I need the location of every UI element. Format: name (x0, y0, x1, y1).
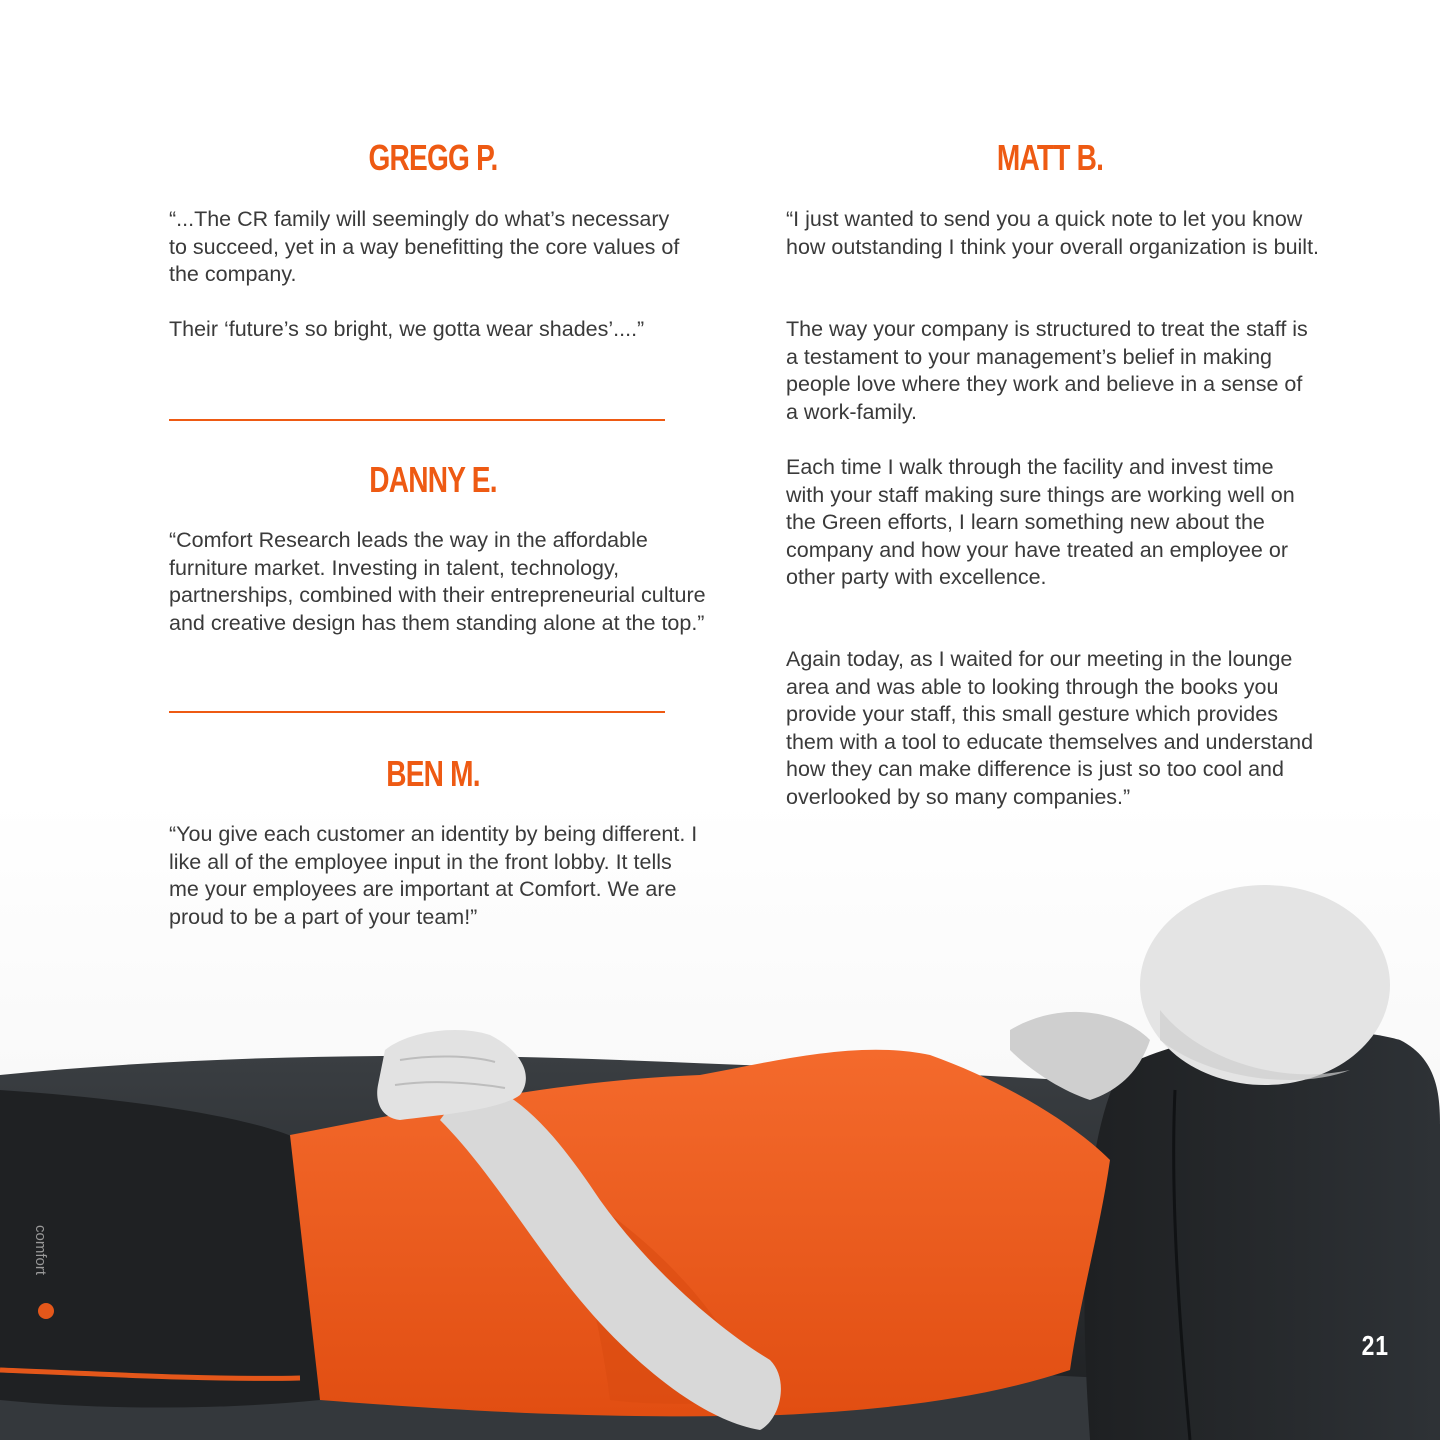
sofa-pillow (1084, 1030, 1440, 1440)
testimonial-quote-ben: “You give each customer an identity by being different. I like all of the employee input in the front lobby. It tells me your employees are important at Comfort. We are proud to be a part of your team!” (169, 822, 698, 929)
testimonial-quote-matt-2: The way your company is structured to treat the staff is a testament to your management’s belief in making people love where they work and believe in a sense of a work-family. (786, 317, 1308, 424)
testimonial-quote-danny: “Comfort Research leads the way in the affordable furniture market. Investing in talent, technology, partnerships, combined with their entrepreneurial culture and creative design has them standing alone at the top.” (169, 528, 706, 635)
divider-2 (169, 711, 665, 713)
testimonial-quote-gregg-2: Their ‘future’s so bright, we gotta wear shades’....” (169, 317, 645, 341)
testimonial-quote-gregg-1: “...The CR family will seemingly do what’s necessary to succeed, yet in a way benefitting the core values of the company. (169, 207, 680, 286)
testimonial-name-ben: BEN M. (386, 753, 480, 794)
testimonial-quote-matt-4: Again today, as I waited for our meeting in the lounge area and was able to looking through the books you provide your staff, this small gesture which provides them with a tool to educate themselves and understand how they can make difference is just so too cool and overlooked by so many companies.” (786, 647, 1314, 809)
testimonial-quote-matt-3: Each time I walk through the facility and invest time with your staff making sure things are working well on the Green efforts, I learn something new about the company and how your have treated an employee or other party with excellence. (786, 455, 1295, 589)
testimonial-name-gregg: GREGG P. (368, 137, 498, 178)
page-number: 21 (1361, 1330, 1389, 1361)
testimonial-name-danny: DANNY E. (369, 459, 497, 500)
divider-1 (169, 419, 665, 421)
comfort-logo-text: comfort (32, 1225, 49, 1276)
testimonial-quote-matt-1: “I just wanted to send you a quick note to let you know how outstanding I think your overall organization is built. (786, 207, 1320, 259)
testimonial-name-matt: MATT B. (996, 137, 1104, 178)
mannequin-head (1140, 885, 1390, 1085)
